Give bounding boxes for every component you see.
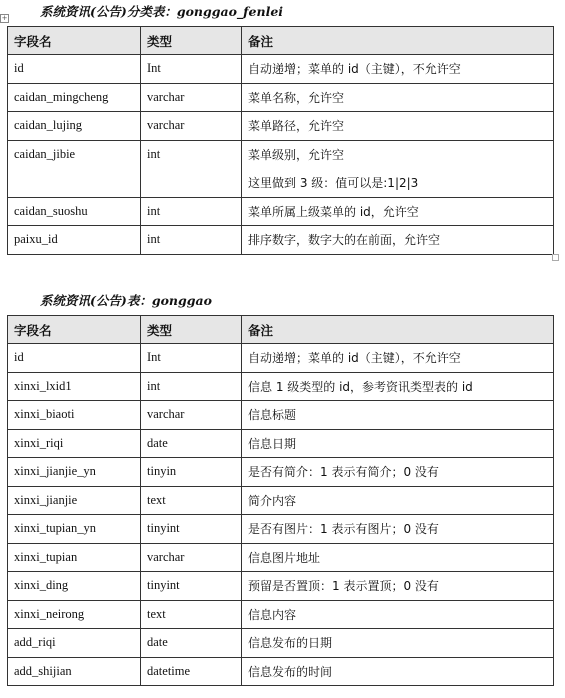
note-cell: 是否有简介：1 表示有简介；0 没有: [242, 458, 554, 487]
header-note: 备注: [242, 27, 554, 55]
table-row: [8, 344, 554, 373]
note-line-2: 这里做到 3 级：值可以是:1|2|3: [248, 175, 419, 190]
type-cell: text: [141, 600, 242, 629]
header-note: 备注: [242, 316, 554, 344]
type-cell: tinyint: [141, 515, 242, 544]
table1-caption: 系统资讯(公告)分类表：gonggao_fenlei: [40, 4, 284, 19]
note-cell: 信息图片地址: [242, 543, 554, 572]
field-name-cell: caidan_lujing: [8, 112, 141, 141]
table-move-handle-icon[interactable]: +: [1, 14, 8, 22]
table-row: [8, 112, 554, 141]
table2-caption: 系统资讯(公告)表：gonggao: [40, 293, 212, 308]
table-row: [8, 458, 554, 487]
field-name-cell: xinxi_lxid1: [8, 372, 141, 401]
field-name-cell: paixu_id: [8, 226, 141, 255]
type-cell: tinyin: [141, 458, 242, 487]
note-cell: 菜单名称，允许空: [242, 83, 554, 112]
type-cell: varchar: [141, 401, 242, 430]
table-row: [8, 372, 554, 401]
note-cell: 信息发布的日期: [242, 629, 554, 658]
note-cell: 是否有图片：1 表示有图片；0 没有: [242, 515, 554, 544]
type-cell: int: [141, 372, 242, 401]
field-name-cell: add_shijian: [8, 657, 141, 686]
type-cell: int: [141, 140, 242, 197]
table-row: [8, 486, 554, 515]
note-cell: 信息标题: [242, 401, 554, 430]
field-name-cell: xinxi_neirong: [8, 600, 141, 629]
header-field-name: 字段名: [8, 27, 141, 55]
type-cell: text: [141, 486, 242, 515]
table-row: [8, 401, 554, 430]
type-cell: tinyint: [141, 572, 242, 601]
note-cell: 自动递增；菜单的 id（主键），不允许空: [242, 55, 554, 84]
type-cell: datetime: [141, 657, 242, 686]
field-name-cell: caidan_mingcheng: [8, 83, 141, 112]
note-line-1: 菜单级别，允许空: [248, 147, 345, 162]
table-row: [8, 429, 554, 458]
field-name-cell: add_riqi: [8, 629, 141, 658]
table-row: [8, 572, 554, 601]
table-row: [8, 515, 554, 544]
field-name-cell: xinxi_jianjie_yn: [8, 458, 141, 487]
note-cell: 菜单所属上级菜单的 id，允许空: [242, 197, 554, 226]
note-cell: 预留是否置顶：1 表示置顶；0 没有: [242, 572, 554, 601]
note-cell: 信息内容: [242, 600, 554, 629]
field-name-cell: xinxi_biaoti: [8, 401, 141, 430]
type-cell: varchar: [141, 112, 242, 141]
note-cell: 简介内容: [242, 486, 554, 515]
field-name-cell: caidan_jibie: [8, 140, 141, 197]
header-field-name: 字段名: [8, 316, 141, 344]
type-cell: Int: [141, 55, 242, 84]
note-cell: 信息日期: [242, 429, 554, 458]
field-name-cell: id: [8, 55, 141, 84]
type-cell: varchar: [141, 83, 242, 112]
table-header-row: [8, 316, 554, 344]
table-row: [8, 600, 554, 629]
type-cell: date: [141, 429, 242, 458]
header-type: 类型: [141, 27, 242, 55]
table-header-row: [8, 27, 554, 55]
table-row: [8, 140, 554, 197]
type-cell: int: [141, 226, 242, 255]
type-cell: date: [141, 629, 242, 658]
note-cell: 排序数字，数字大的在前面，允许空: [242, 226, 554, 255]
table-row: [8, 226, 554, 255]
field-name-cell: xinxi_riqi: [8, 429, 141, 458]
type-cell: Int: [141, 344, 242, 373]
field-name-cell: xinxi_jianjie: [8, 486, 141, 515]
note-cell: 菜单路径，允许空: [242, 112, 554, 141]
table-row: [8, 197, 554, 226]
table-resize-handle[interactable]: [552, 254, 559, 261]
gonggao-table: [7, 315, 554, 686]
note-cell: [242, 140, 554, 197]
gonggao-fenlei-table: [7, 26, 554, 255]
note-cell: 信息 1 级类型的 id，参考资讯类型表的 id: [242, 372, 554, 401]
field-name-cell: xinxi_tupian_yn: [8, 515, 141, 544]
field-name-cell: caidan_suoshu: [8, 197, 141, 226]
header-type: 类型: [141, 316, 242, 344]
table-row: [8, 629, 554, 658]
field-name-cell: xinxi_tupian: [8, 543, 141, 572]
type-cell: int: [141, 197, 242, 226]
field-name-cell: id: [8, 344, 141, 373]
note-cell: 自动递增；菜单的 id（主键），不允许空: [242, 344, 554, 373]
field-name-cell: xinxi_ding: [8, 572, 141, 601]
table-row: [8, 55, 554, 84]
table-row: [8, 543, 554, 572]
note-cell: 信息发布的时间: [242, 657, 554, 686]
type-cell: varchar: [141, 543, 242, 572]
table-row: [8, 657, 554, 686]
table-row: [8, 83, 554, 112]
